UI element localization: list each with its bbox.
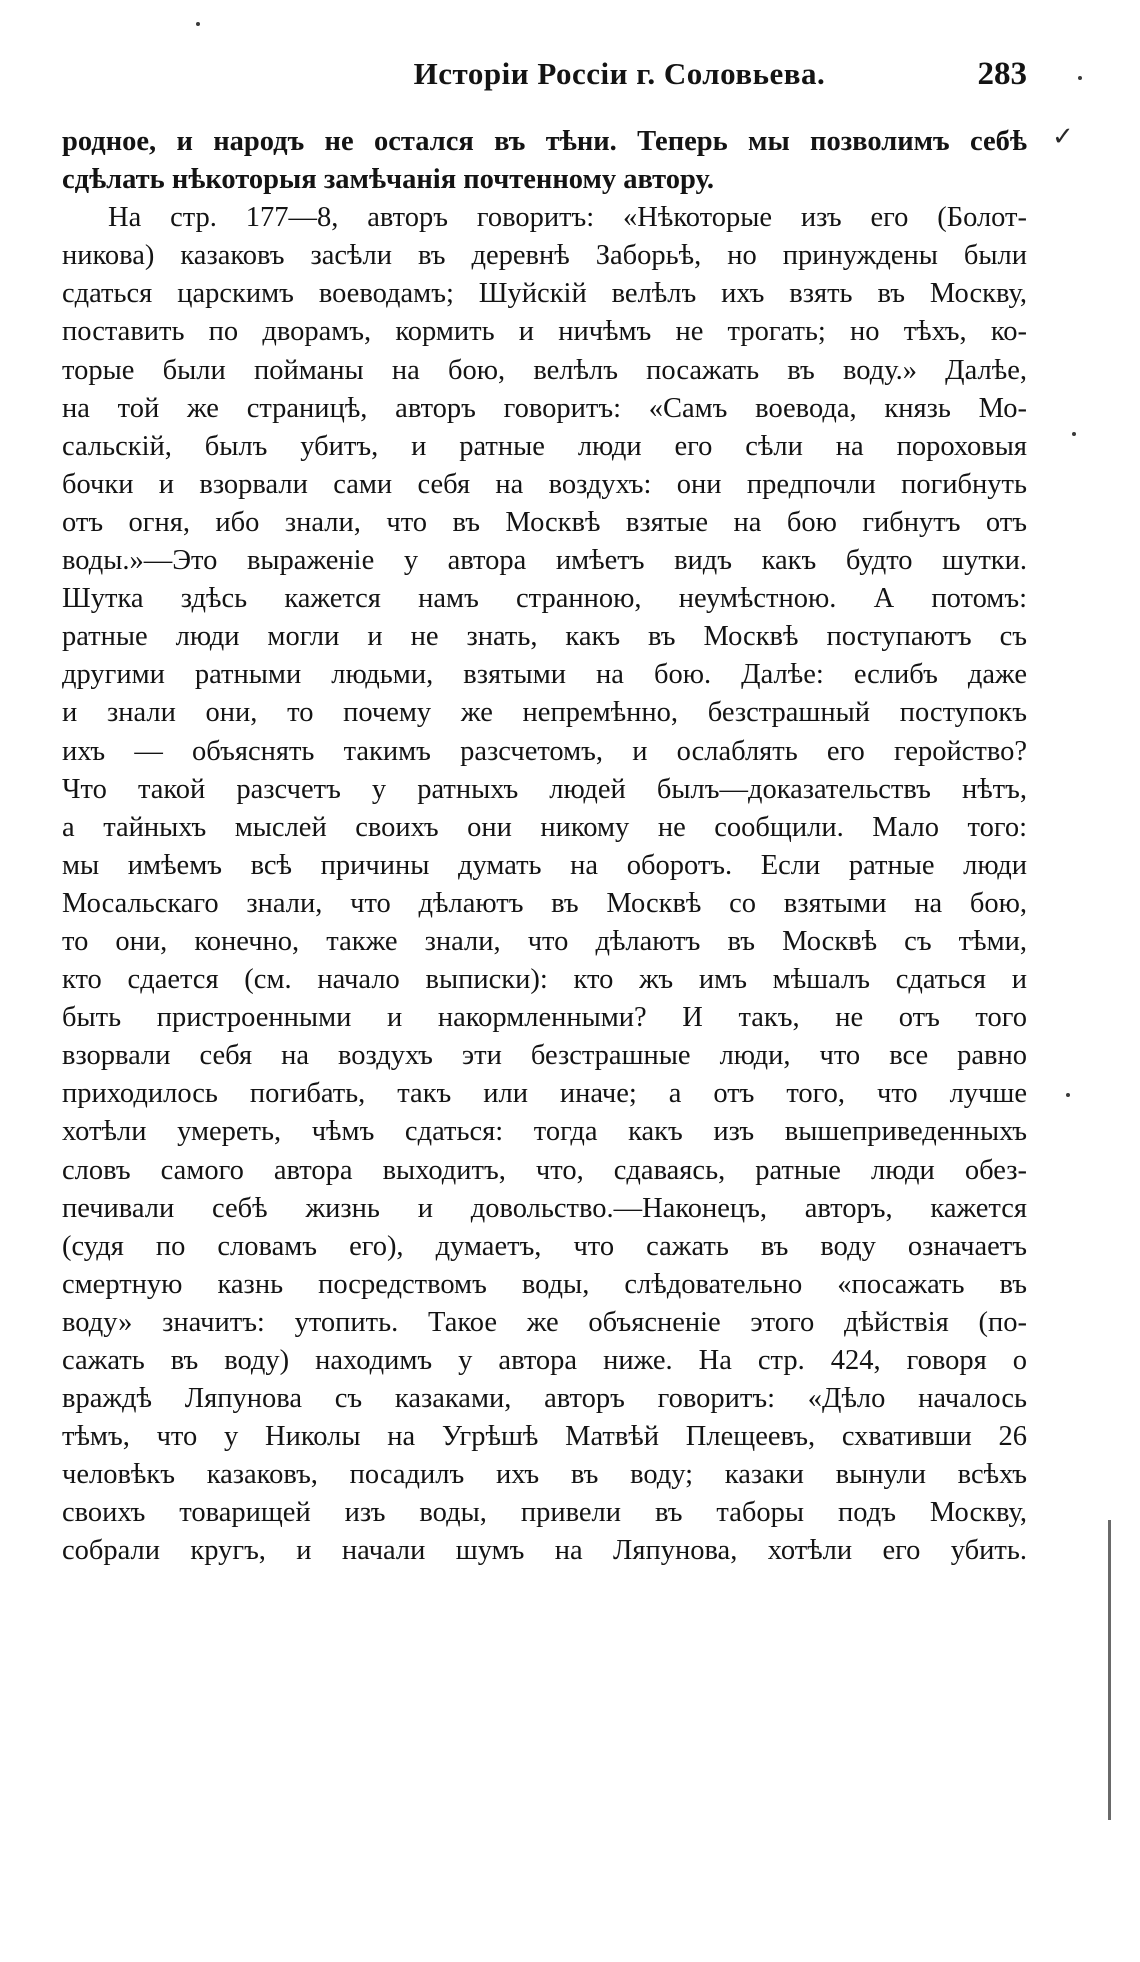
text-line: (судя по словамъ его), думаетъ, что сажать въ воду означаетъ bbox=[62, 1230, 1027, 1262]
text-line: враждѣ Ляпунова съ казаками, авторъ говоритъ: «Дѣло началось bbox=[62, 1383, 1027, 1415]
text-line: человѣкъ казаковъ, посадилъ ихъ въ воду; казаки вынули всѣхъ bbox=[62, 1459, 1027, 1491]
text-line: На стр. 177—8, авторъ говоритъ: «Нѣкоторые изъ его (Болот- bbox=[108, 202, 1027, 234]
text-line: своихъ товарищей изъ воды, привели въ таборы подъ Москву, bbox=[62, 1497, 1027, 1529]
text-body bbox=[62, 123, 1027, 1571]
page-header bbox=[62, 56, 1027, 100]
text-line: взорвали себя на воздухъ эти безстрашные люди, что все равно bbox=[62, 1040, 1027, 1072]
text-line: собрали кругъ, и начали шумъ на Ляпунова, хотѣли его убить. bbox=[62, 1535, 1027, 1567]
text-line: приходилось погибать, такъ или иначе; а отъ того, что лучше bbox=[62, 1078, 1027, 1110]
text-line: а тайныхъ мыслей своихъ они никому не сообщили. Мало того: bbox=[62, 811, 1027, 843]
text-line: сдѣлать нѣкоторыя замѣчанія почтенному автору. bbox=[62, 164, 715, 196]
text-line: печивали себѣ жизнь и довольство.—Наконецъ, авторъ, кажется bbox=[62, 1192, 1027, 1224]
text-line: кто сдается (см. начало выписки): кто жъ имъ мѣшалъ сдаться и bbox=[62, 964, 1027, 996]
text-line: Шутка здѣсь кажется намъ странною, неумѣстною. А потомъ: bbox=[62, 583, 1027, 615]
text-line: ихъ — объяснять такимъ разсчетомъ, и ослаблять его геройство? bbox=[62, 735, 1027, 767]
text-line: воды.»—Это выраженіе у автора имѣетъ видъ какъ будто шутки. bbox=[62, 545, 1027, 577]
text-line: смертную казнь посредствомъ воды, слѣдовательно «посажать въ bbox=[62, 1268, 1027, 1300]
text-line: сажать въ воду) находимъ у автора ниже. На стр. 424, говоря о bbox=[62, 1345, 1027, 1376]
text-line: то они, конечно, также знали, что дѣлаютъ въ Москвѣ съ тѣми, bbox=[62, 925, 1027, 957]
text-line: сальскій, былъ убитъ, и ратные люди его сѣли на пороховыя bbox=[62, 430, 1027, 462]
text-line: Мосальскаго знали, что дѣлаютъ въ Москвѣ со взятыми на бою, bbox=[62, 887, 1027, 919]
text-line: поставить по дворамъ, кормить и ничѣмъ не трогать; но тѣхъ, ко- bbox=[62, 316, 1027, 348]
text-line: родное, и народъ не остался въ тѣни. Теперь мы позволимъ себѣ bbox=[62, 126, 1027, 157]
speck-dot bbox=[1066, 1093, 1070, 1097]
text-line: воду» значитъ: утопить. Такое же объясненіе этого дѣйствія (по- bbox=[62, 1306, 1027, 1338]
text-line: и знали они, то почему же непремѣнно, безстрашный поступокъ bbox=[62, 697, 1027, 729]
text-line: ратные люди могли и не знать, какъ въ Москвѣ поступаютъ съ bbox=[62, 621, 1027, 653]
text-line: бочки и взорвали сами себя на воздухъ: они предпочли погибнуть bbox=[62, 468, 1027, 500]
text-line: мы имѣемъ всѣ причины думать на оборотъ. Если ратные люди bbox=[62, 849, 1027, 881]
text-line: Что такой разсчетъ у ратныхъ людей былъ—доказательствъ нѣтъ, bbox=[62, 773, 1027, 805]
text-line: быть пристроенными и накормленными? И такъ, не отъ того bbox=[62, 1002, 1027, 1034]
page-number: 283 bbox=[977, 56, 1027, 92]
text-line: другими ратными людьми, взятыми на бою. Далѣе: еслибъ даже bbox=[62, 659, 1027, 691]
scan-edge-line bbox=[1108, 1520, 1111, 1820]
text-line: тѣмъ, что у Николы на Угрѣшѣ Матвѣй Плещеевъ, схвативши 26 bbox=[62, 1421, 1027, 1453]
text-line: хотѣли умереть, чѣмъ сдаться: тогда какъ изъ вышеприведенныхъ bbox=[62, 1116, 1027, 1148]
margin-check-mark: ✓ bbox=[1052, 122, 1074, 151]
text-line: на той же страницѣ, авторъ говоритъ: «Самъ воевода, князь Мо- bbox=[62, 392, 1027, 424]
text-line: никова) казаковъ засѣли въ деревнѣ Заборьѣ, но принуждены были bbox=[62, 240, 1027, 272]
speck-dot bbox=[1078, 76, 1082, 80]
text-line: сдаться царскимъ воеводамъ; Шуйскій велѣлъ ихъ взять въ Москву, bbox=[62, 278, 1027, 310]
speck-dot bbox=[1072, 432, 1076, 436]
text-line: торые были пойманы на бою, велѣлъ посажать въ воду.» Далѣе, bbox=[62, 354, 1027, 386]
running-title: Исторіи Россіи г. Соловьева. bbox=[413, 56, 826, 91]
speck-dot bbox=[196, 22, 200, 26]
text-line: отъ огня, ибо знали, что въ Москвѣ взятые на бою гибнутъ отъ bbox=[62, 506, 1027, 538]
text-line: словъ самого автора выходитъ, что, сдаваясь, ратные люди обез- bbox=[62, 1154, 1027, 1186]
